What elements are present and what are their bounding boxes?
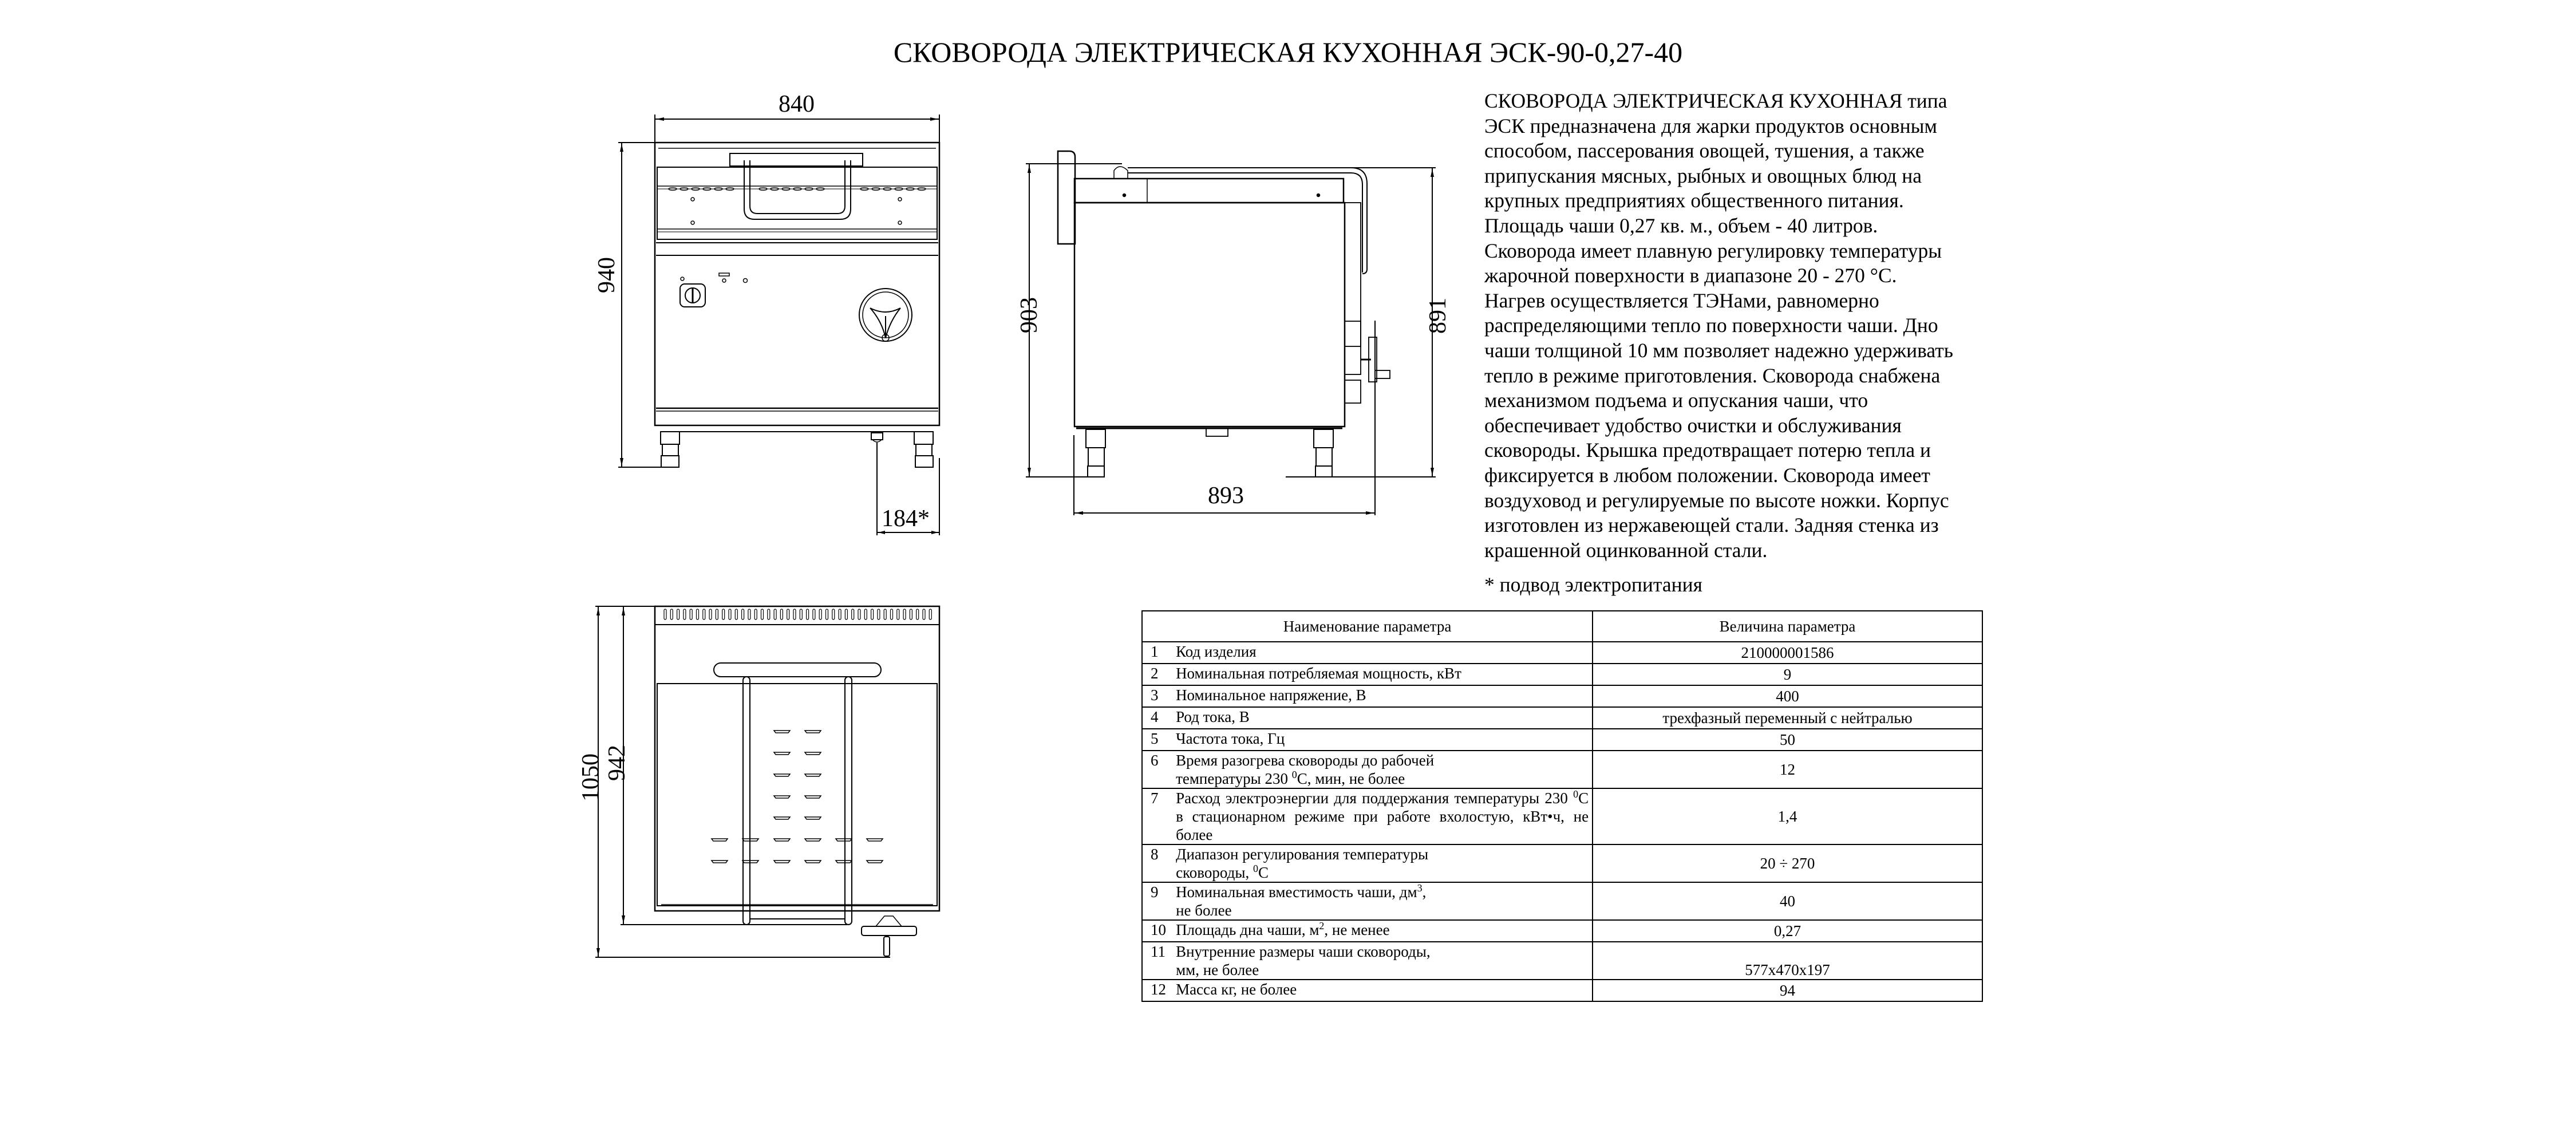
name-line: Номинальная вместимость чаши, дм: [1176, 883, 1417, 901]
front-width-dimension: 840: [779, 91, 815, 117]
name-line: С в стационарном режиме при: [1176, 790, 1589, 825]
parameter-value: 40: [1593, 882, 1982, 920]
column-header-value: Величина параметра: [1593, 611, 1982, 642]
name-line: , не менее: [1324, 921, 1390, 938]
description-line: тепло в режиме приготовления. Сковорода снабжена: [1484, 364, 1941, 387]
parameter-name: [1172, 920, 1593, 942]
description-line: крупных предприятиях общественного питания.: [1484, 189, 1904, 212]
table-row: [1142, 664, 1982, 685]
description-line: фиксируется в любом положении. Сковорода имеет: [1484, 463, 1930, 487]
table-row: [1142, 980, 1982, 1001]
row-number: 7: [1142, 788, 1172, 844]
side-view-drawing: [1026, 151, 1436, 515]
page-title: СКОВОРОДА ЭЛЕКТРИЧЕСКАЯ КУХОННАЯ ЭСК-90-0,27-40: [893, 36, 1683, 68]
parameter-name: [1172, 882, 1593, 920]
name-line: мм, не более: [1176, 961, 1259, 978]
row-number: 2: [1142, 664, 1172, 685]
superscript: 0: [1253, 863, 1258, 874]
row-number: 11: [1142, 942, 1172, 980]
parameter-value: 400: [1593, 685, 1982, 707]
superscript: 3: [1417, 882, 1423, 894]
row-number: 3: [1142, 685, 1172, 707]
table-row: [1142, 920, 1982, 942]
parameter-name: [1172, 844, 1593, 882]
top-inner-dimension: 942: [604, 745, 630, 781]
description-line: сковороды. Крышка предотвращает потерю тепла и: [1484, 439, 1931, 462]
table-row: [1142, 882, 1982, 920]
table-row: [1142, 642, 1982, 664]
row-number: 10: [1142, 920, 1172, 942]
description-line: механизмом подъема и опускания чаши, что: [1484, 389, 1868, 412]
row-number: 1: [1142, 642, 1172, 664]
name-line: температуры 230: [1454, 790, 1574, 807]
description-line: способом, пассерования овощей, тушения, а также: [1484, 139, 1925, 163]
parameter-name: Номинальная потребляемая мощность, кВт: [1172, 664, 1593, 685]
top-view-drawing: [595, 606, 939, 957]
name-line: Время разогрева сковороды до рабочей: [1176, 752, 1435, 769]
row-number: 8: [1142, 844, 1172, 882]
name-line: Расход электроэнергии для поддержания: [1176, 790, 1449, 807]
parameter-name: Номинальное напряжение, В: [1172, 685, 1593, 707]
parameter-name: Код изделия: [1172, 642, 1593, 664]
row-number: 6: [1142, 751, 1172, 788]
front-view-drawing: [618, 115, 939, 535]
description-line: Нагрев осуществляется ТЭНами, равномерно: [1484, 289, 1879, 312]
row-number: 9: [1142, 882, 1172, 920]
table-row: [1142, 751, 1982, 788]
description-line: Сковорода имеет плавную регулировку температуры: [1484, 239, 1942, 262]
footnote: * подвод электропитания: [1484, 573, 1702, 596]
side-height-left-dimension: 903: [1016, 297, 1042, 333]
parameter-name: Масса кг, не более: [1172, 980, 1593, 1001]
name-line: С: [1258, 864, 1269, 881]
name-line: работе вхолостую, кВт•ч, не более: [1176, 808, 1589, 843]
superscript: 2: [1319, 920, 1325, 931]
name-line: сковороды,: [1176, 864, 1253, 881]
parameter-value: 12: [1593, 751, 1982, 788]
row-number: 5: [1142, 729, 1172, 751]
parameter-value: 210000001586: [1593, 642, 1982, 664]
description-line: распределяющими тепло по поверхности чаши. Дно: [1484, 314, 1938, 337]
parameter-name: Частота тока, Гц: [1172, 729, 1593, 751]
parameter-name: [1172, 751, 1593, 788]
table-row: [1142, 788, 1982, 844]
side-depth-dimension: 893: [1208, 483, 1244, 509]
superscript: 0: [1291, 769, 1297, 780]
name-line: ,: [1422, 883, 1427, 901]
name-line: С, мин, не более: [1297, 770, 1405, 787]
row-number: 12: [1142, 980, 1172, 1001]
parameter-value: 20 ÷ 270: [1593, 844, 1982, 882]
name-line: не более: [1176, 902, 1232, 919]
power-connection-dimension: 184*: [882, 506, 930, 532]
description-line: крашенной оцинкованной стали.: [1484, 538, 1768, 562]
description-line: Площадь чаши 0,27 кв. м., объем - 40 литров.: [1484, 214, 1878, 237]
table-header-row: [1142, 611, 1982, 642]
parameter-value: трехфазный переменный с нейтралью: [1593, 707, 1982, 729]
side-height-right-dimension: 891: [1425, 298, 1451, 334]
table-row: [1142, 729, 1982, 751]
parameter-value: 50: [1593, 729, 1982, 751]
description-line: припускания мясных, рыбных и овощных блюд на: [1484, 164, 1922, 187]
column-header-parameter: Наименование параметра: [1142, 611, 1593, 642]
table-row: [1142, 707, 1982, 729]
parameter-value: 9: [1593, 664, 1982, 685]
name-line: Внутренние размеры чаши сковороды,: [1176, 943, 1431, 960]
name-line: Диапазон регулирования температуры: [1176, 846, 1429, 863]
parameter-value: 1,4: [1593, 788, 1982, 844]
description-line: воздуховод и регулируемые по высоте ножки. Корпус: [1484, 488, 1949, 512]
name-line: Площадь дна чаши, м: [1176, 921, 1319, 938]
table-row: [1142, 685, 1982, 707]
top-outer-dimension: 1050: [578, 753, 604, 802]
description-line: изготовлен из нержавеющей стали. Задняя стенка из: [1484, 514, 1939, 537]
table-row: [1142, 942, 1982, 980]
parameter-value: 577x470x197: [1593, 942, 1982, 980]
description-line: СКОВОРОДА ЭЛЕКТРИЧЕСКАЯ КУХОННАЯ типа: [1484, 89, 1947, 112]
row-number: 4: [1142, 707, 1172, 729]
parameter-name: [1172, 788, 1593, 844]
description-line: жарочной поверхности в диапазоне 20 - 270 °С.: [1484, 264, 1897, 287]
front-height-dimension: 940: [594, 257, 620, 293]
description-line: обеспечивает удобство очистки и обслуживания: [1484, 413, 1902, 437]
parameter-name: Род тока, В: [1172, 707, 1593, 729]
description-line: ЭСК предназначена для жарки продуктов основным: [1484, 114, 1937, 137]
parameter-value: 94: [1593, 980, 1982, 1001]
specification-table: [1141, 610, 1983, 1002]
table-row: [1142, 844, 1982, 882]
name-line: температуры 230: [1176, 770, 1292, 787]
parameter-value: 0,27: [1593, 920, 1982, 942]
product-description: [1484, 89, 1988, 563]
parameter-name: [1172, 942, 1593, 980]
superscript: 0: [1573, 788, 1579, 800]
description-line: чаши толщиной 10 мм позволяет надежно удерживать: [1484, 338, 1953, 362]
